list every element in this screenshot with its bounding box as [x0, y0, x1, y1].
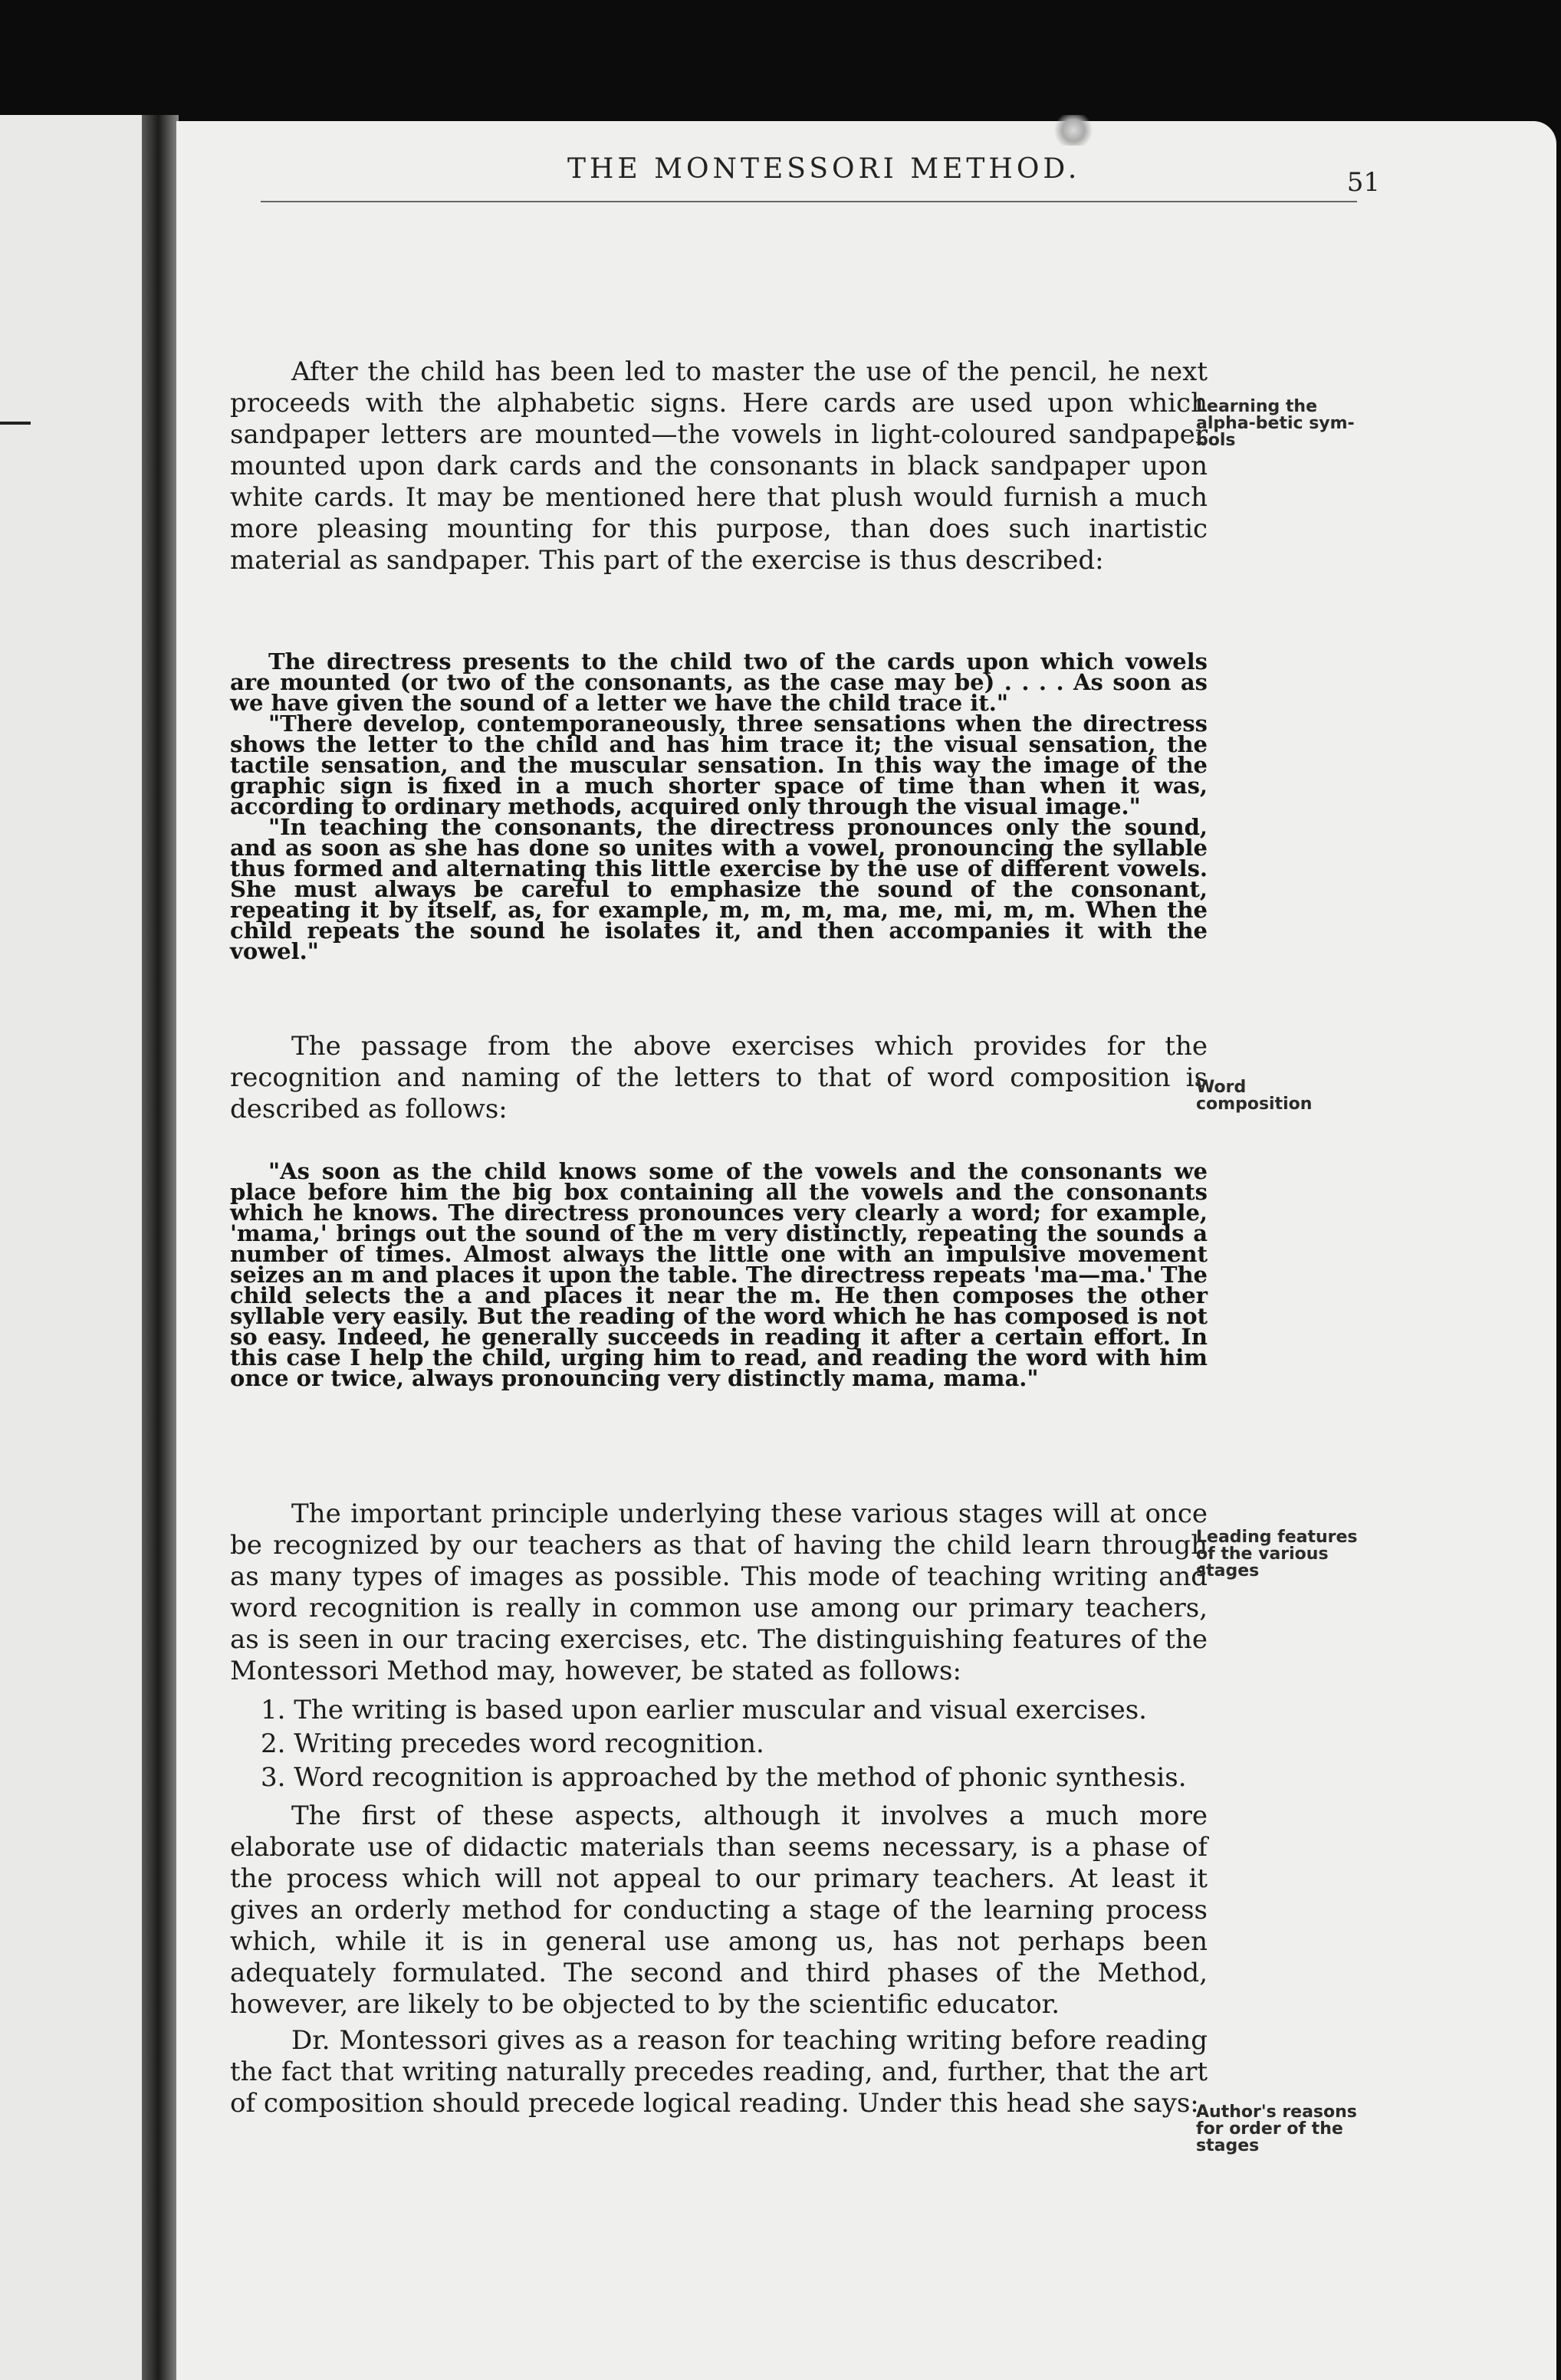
sidenote-word-composition: Word composition	[1196, 1078, 1313, 1114]
paragraph: The important principle underlying these various stages will at once be recognized by our teachers as that of having the child learn through as many types of images as possible. This mode of teaching writing and word recognition is really in common use among our primary teachers, as is seen in our tracing exercises, etc. The distinguishing features of the Montessori Method may, however, be stated as follows:	[230, 1499, 1208, 1686]
paragraph: After the child has been led to master the use of the pencil, he next proceeds with the alphabetic signs. Here cards are used upon which sandpaper letters are mounted—the vowels in light-coloured sandpaper mounted upon dark cards and the consonants in black sandpaper upon white cards. It may be mentioned here that plush would furnish a much more pleasing mounting for this purpose, than does such inartistic material as sandpaper. This part of the exercise is thus described:	[230, 356, 1208, 576]
page-header	[307, 153, 1380, 207]
paragraph-3-block	[230, 1499, 1208, 2119]
paragraph-1-block	[230, 356, 1208, 576]
quotation-block-1	[230, 648, 1208, 964]
page-number: 51	[1346, 167, 1380, 198]
book-gutter	[142, 115, 179, 2380]
sidenote-authors-reasons: Author's reasons for order of the stages	[1196, 2103, 1357, 2155]
list-item: 2. Writing precedes word recognition.	[261, 1728, 764, 1759]
sidenote-learning: Learning the alpha-betic sym-bols	[1196, 397, 1355, 450]
quotation-block-2	[230, 1158, 1208, 1391]
paragraph-2-block	[230, 1031, 1208, 1125]
features-list	[230, 1693, 1208, 1794]
running-head: THE MONTESSORI METHOD.	[567, 153, 1081, 185]
quotation-paragraph: "As soon as the child knows some of the vowels and the consonants we place before him the big box containing all the vowels and the consonants which he knows. The directress pronounces very clearly a word; for example, 'mama,' brings out the sound of the m very distinctly, repeating the sounds a number of times. Almost always the little one with an impulsive movement seizes an m and places it upon the table. The directress repeats 'ma—ma.' The child selects the a and places it near the m. He then composes the other syllable very easily. But the reading of the word which he has composed is not so easy. Indeed, he generally succeeds in reading it after a certain effort. In this case I help the child, urging him to read, and reading the word with him once or twice, always pronouncing very distinctly mama, mama."	[230, 1158, 1208, 1391]
paragraph: Dr. Montessori gives as a reason for teaching writing before reading the fact that writing naturally precedes reading, and, further, that the art of composition should precede logical reading. Under this head she says:	[230, 2025, 1208, 2119]
facing-page-rule	[0, 422, 31, 425]
paragraph: The first of these aspects, although it involves a much more elaborate use of didactic materials than seems necessary, is a phase of the process which will not appeal to our primary teachers. At least it gives an orderly method for conducting a stage of the learning process which, while it is in general use among us, has not perhaps been adequately formulated. The second and third phases of the Method, however, are likely to be objected to by the scientific educator.	[230, 1801, 1208, 2020]
facing-page-edge	[0, 115, 142, 2380]
scan-blemish	[1050, 115, 1096, 146]
header-rule	[261, 201, 1357, 202]
list-item: 3. Word recognition is approached by the method of phonic synthesis.	[261, 1762, 1187, 1793]
sidenote-leading-features: Leading features of the various stages	[1196, 1528, 1358, 1581]
quotation-paragraph: The directress presents to the child two of the cards upon which vowels are mounted (or two of the consonants, as the case may be) . . . . As soon as we have given the sound of a letter we have the child trace it."	[230, 648, 1208, 716]
quotation-paragraph: "There develop, contemporaneously, three sensations when the directress shows the letter to the child and has him trace it; the visual sensation, the tactile sensation, and the muscular sensation. In this way the image of the graphic sign is fixed in a much shorter space of time than when it was, according to ordinary methods, acquired only through the visual image."	[230, 711, 1208, 819]
quotation-paragraph: "In teaching the consonants, the directress pronounces only the sound, and as soon as she has done so unites with a vowel, pronouncing the syllable thus formed and alternating this little exercise by the use of different vowels. She must always be careful to emphasize the sound of the consonant, repeating it by itself, as, for example, m, m, m, ma, me, mi, m, m. When the child repeats the sound he isolates it, and then accompanies it with the vowel."	[230, 814, 1208, 964]
list-item: 1. The writing is based upon earlier muscular and visual exercises.	[261, 1695, 1147, 1725]
paragraph: The passage from the above exercises which provides for the recognition and naming of the letters to that of word composition is described as follows:	[230, 1031, 1208, 1124]
